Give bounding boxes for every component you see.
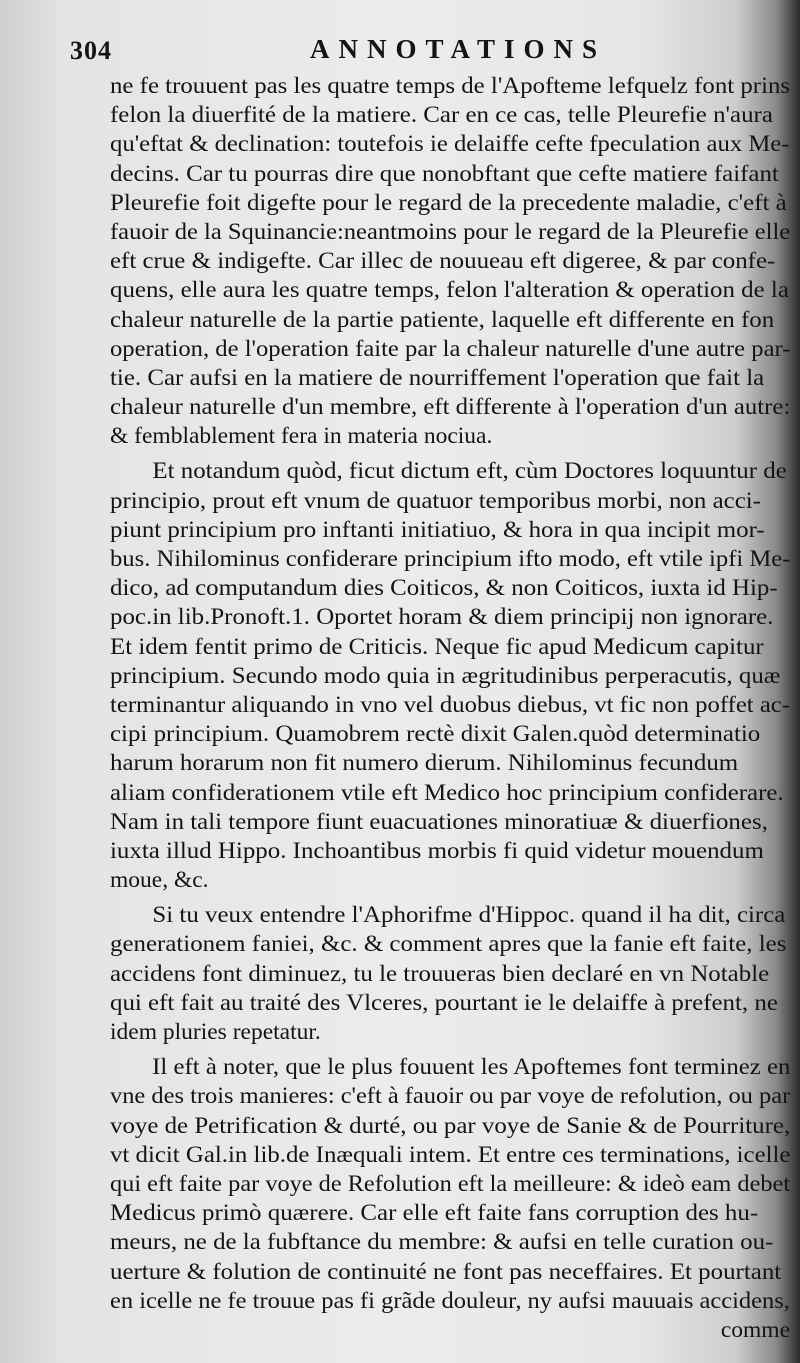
paragraph-start-line: Il eft à noter, que le plus fouuent les Apoftemes font terminez en [152, 1054, 791, 1081]
text-line: fauoir de la Squinancie:neantmoins pour le regard de la Pleurefie elle [110, 218, 791, 245]
catchword: comme [720, 1316, 790, 1343]
text-line: meurs, ne de la fubftance du membre: & aufsi en telle curation ou- [110, 1229, 774, 1256]
text-line: principio, prout eft vnum de quatuor temporibus morbi, non acci- [110, 487, 761, 514]
text-line: generationem faniei, &c. & comment apres que la fanie eft faite, les [110, 931, 787, 958]
text-line: vne des trois manieres: c'eft à fauoir ou par voye de refolution, ou par [110, 1083, 791, 1110]
text-line: principium. Secundo modo quia in ægritudinibus perperacutis, quæ [110, 662, 781, 689]
text-line: vt dicit Gal.in lib.de Inæquali intem. Et entre ces terminations, icelle [110, 1141, 791, 1168]
text-line: piunt principium pro inftanti initiatiuo, & hora in qua incipit mor- [110, 516, 765, 543]
text-line: tie. Car aufsi en la matiere de nourriffement l'operation que fait la [110, 364, 765, 391]
text-line: idem pluries repetatur. [110, 1019, 321, 1045]
text-line: cipi principium. Quamobrem rectè dixit Galen.quòd determinatio [110, 721, 761, 748]
text-line: dico, ad computandum dies Coiticos, & non Coiticos, iuxta id Hip- [110, 575, 778, 602]
body-text [110, 72, 790, 1345]
text-line: Et idem fentit primo de Criticis. Neque fic apud Medicum capitur [110, 633, 764, 660]
text-line: harum horarum non fit numero dierum. Nihilominus fecundum [110, 750, 739, 777]
text-line: voye de Petrification & durté, ou par voye de Sanie & de Pourriture, [110, 1112, 791, 1139]
text-line: & femblablement fera in materia nociua. [110, 423, 493, 450]
text-line: operation, de l'operation faite par la chaleur naturelle d'une autre par- [110, 335, 791, 362]
text-line: en icelle ne fe trouue pas fi grãde douleur, ny aufsi mauuais accidens, [110, 1287, 790, 1314]
text-line: Pleurefie foit digefte pour le regard de la precedente maladie, c'eft à [110, 189, 787, 216]
text-line: decins. Car tu pourras dire que nonobftant que cefte matiere faifant [110, 160, 779, 187]
running-title: ANNOTATIONS [310, 34, 607, 64]
paragraph-start-line: Et notandum quòd, ficut dictum eft, cùm Doctores loquuntur de [152, 458, 787, 485]
text-line: Nam in tali tempore fiunt euacuationes minoratiuæ & diuerfiones, [110, 808, 768, 835]
text-line: qui eft fait au traité des Vlceres, pourtant ie le delaiffe à prefent, ne [110, 989, 778, 1016]
text-line: bus. Nihilominus confiderare principium ifto modo, eft vtile ipfi Me- [110, 546, 791, 572]
text-line: poc.in lib.Pronoft.1. Oportet horam & diem principij non ignorare. [110, 604, 774, 631]
text-line: terminantur aliquando in vno vel duobus diebus, vt fic non poffet ac- [110, 691, 790, 718]
text-line: quens, elle aura les quatre temps, felon l'alteration & operation de la [110, 277, 789, 304]
text-line: uerture & folution de continuité ne font pas neceffaires. Et pourtant [110, 1258, 782, 1285]
text-line: moue, &c. [110, 867, 209, 894]
text-line: chaleur naturelle d'un membre, eft differente à l'operation d'un autre: [110, 394, 791, 421]
running-head [70, 30, 730, 70]
text-line: aliam confiderationem vtile eft Medico hoc principium confiderare. [110, 779, 784, 806]
page-number: 304 [70, 36, 112, 65]
text-line: chaleur naturelle de la partie patiente, laquelle eft differente en fon [110, 306, 775, 333]
text-line: qui eft faite par voye de Refolution eft la meilleure: & ideò eam debet [110, 1170, 791, 1197]
text-line: accidens font diminuez, tu le trouueras bien declaré en vn Notable [110, 960, 770, 987]
text-line: eft crue & indigefte. Car illec de nouueau eft digeree, & par confe- [110, 248, 776, 275]
text-line: iuxta illud Hippo. Inchoantibus morbis fi quid videtur mouendum [110, 837, 764, 864]
text-line: Medicus primò quærere. Car elle eft faite fans corruption des hu- [110, 1200, 759, 1227]
text-line: felon la diuerfité de la matiere. Car en ce cas, telle Pleurefie n'aura [110, 102, 773, 129]
paragraph-start-line: Si tu veux entendre l'Aphorifme d'Hippoc. quand il ha dit, circa [152, 902, 786, 929]
text-line: ne fe trouuent pas les quatre temps de l'Apofteme lefquelz font prins [110, 73, 791, 99]
text-line: qu'eftat & declination: toutefois ie delaiffe cefte fpeculation aux Me- [110, 131, 790, 158]
